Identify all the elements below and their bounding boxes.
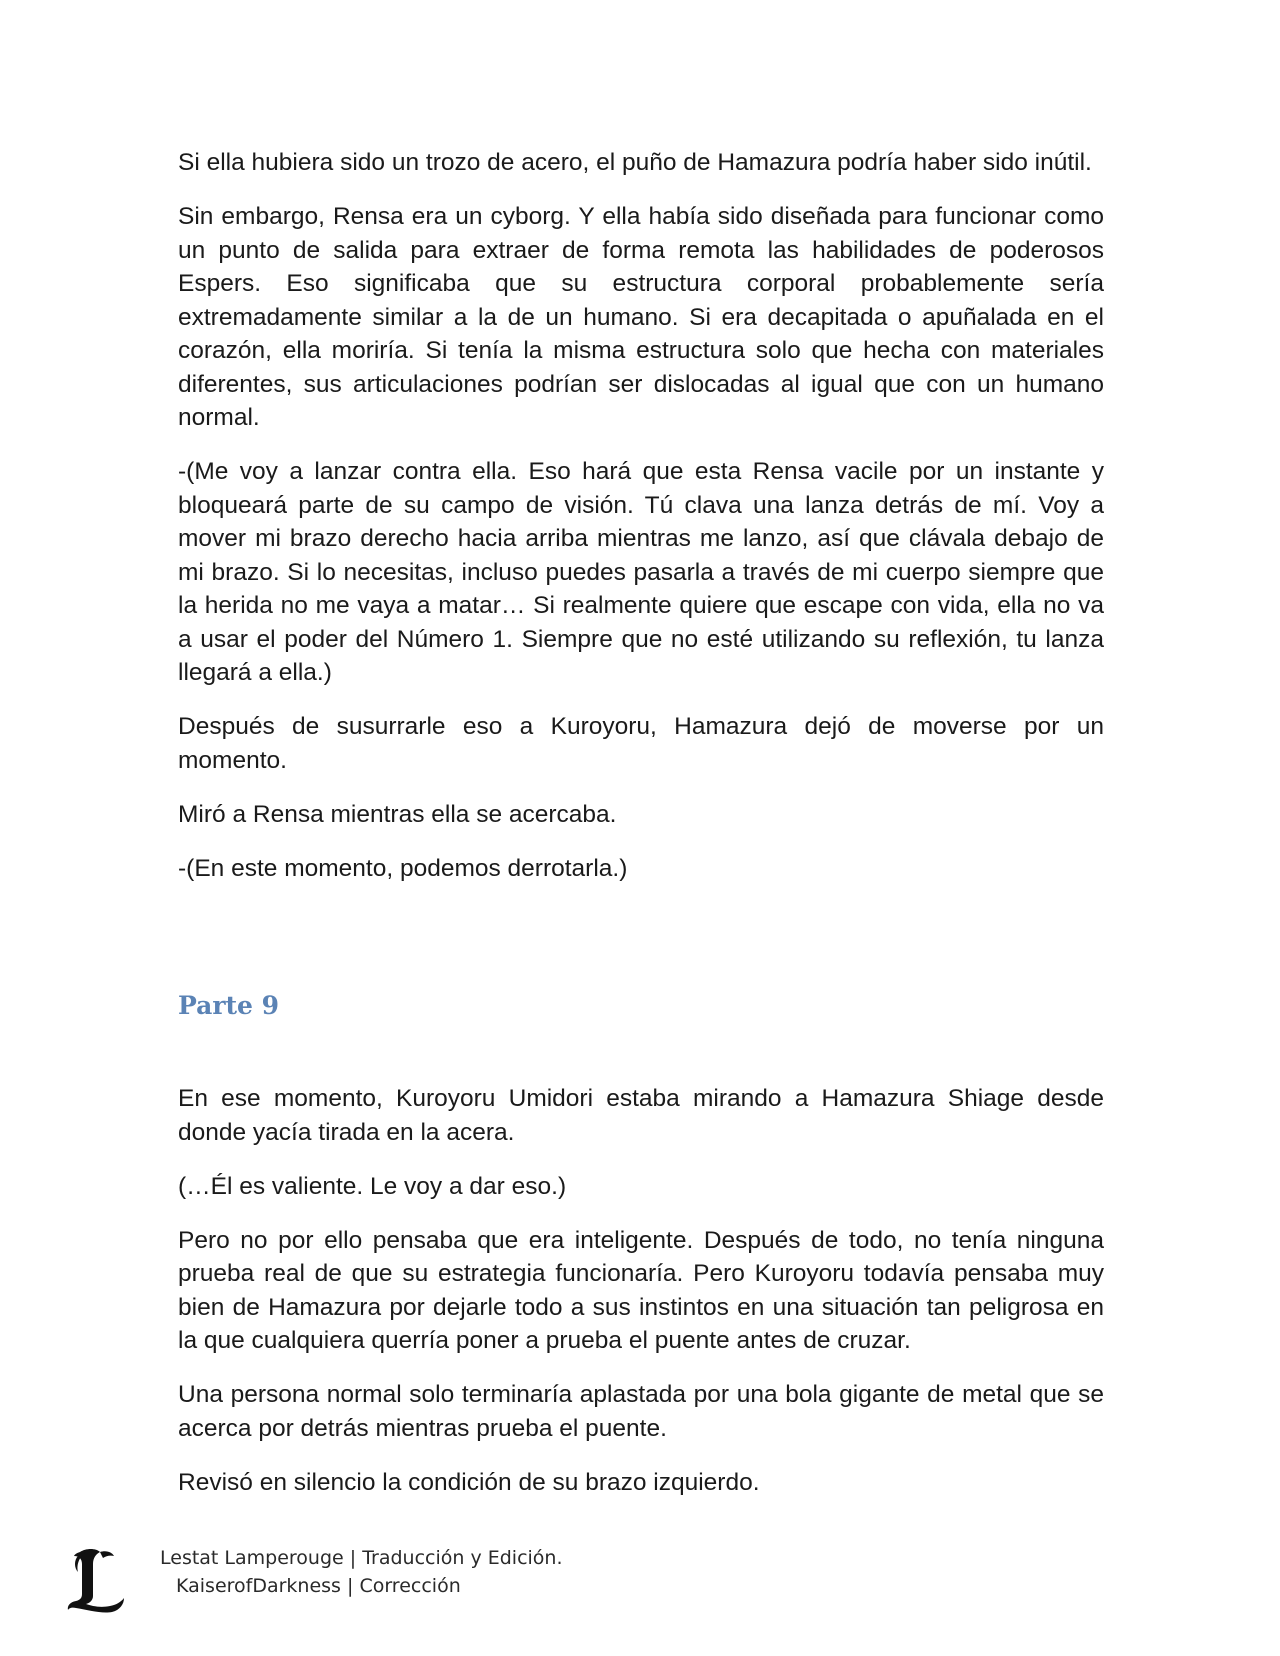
paragraph: (…Él es valiente. Le voy a dar eso.) bbox=[178, 1172, 567, 1200]
body-text-part-2 bbox=[178, 1082, 1104, 1520]
paragraph: Después de susurrarle eso a Kuroyoru, Hamazura dejó de moverse por un momento. bbox=[178, 713, 1104, 774]
paragraph: -(Me voy a lanzar contra ella. Eso hará que esta Rensa vacile por un instante y bloqueará parte de su campo de visión. Tú clava una lanza detrás de mí. Voy a mover mi brazo derecho hacia arriba mientras me lanzo, así que clávala debajo de mi brazo. Si lo necesitas, incluso puedes pasarla a través de mi cuerpo siempre que la herida no me vaya a matar… Si realmente quiere que escape con vida, ella no va a usar el poder del Número 1. Siempre que no esté utilizando su reflexión, tu lanza llegará a ella.) bbox=[178, 458, 1104, 686]
paragraph: Una persona normal solo terminaría aplastada por una bola gigante de metal que se acerca por detrás mientras prueba el puente. bbox=[178, 1381, 1104, 1442]
gothic-L-logo-icon bbox=[66, 1546, 128, 1614]
paragraph: Revisó en silencio la condición de su brazo izquierdo. bbox=[178, 1468, 760, 1496]
paragraph: -(En este momento, podemos derrotarla.) bbox=[178, 854, 628, 882]
paragraph: Miró a Rensa mientras ella se acercaba. bbox=[178, 800, 617, 828]
paragraph: Pero no por ello pensaba que era inteligente. Después de todo, no tenía ninguna prueba real de que su estrategia funcionaría. Pero Kuroyoru todavía pensaba muy bien de Hamazura por dejarle todo a sus instintos en una situación tan peligrosa en la que cualquiera querría poner a prueba el puente antes de cruzar. bbox=[178, 1226, 1104, 1354]
credit-translation: Lestat Lamperouge | Traducción y Edición. bbox=[160, 1547, 563, 1569]
section-heading: Parte 9 bbox=[178, 991, 280, 1020]
body-text-part-1 bbox=[178, 146, 1104, 906]
footer-credits bbox=[160, 1544, 563, 1600]
paragraph: Sin embargo, Rensa era un cyborg. Y ella había sido diseñada para funcionar como un punto de salida para extraer de forma remota las habilidades de poderosos Espers. Eso significaba que su estructura corporal probablemente sería extremadamente similar a la de un humano. Si era decapitada o apuñalada en el corazón, ella moriría. Si tenía la misma estructura solo que hecha con materiales diferentes, sus articulaciones podrían ser dislocadas al igual que con un humano normal. bbox=[178, 203, 1104, 431]
credit-correction: KaiserofDarkness | Corrección bbox=[176, 1575, 461, 1597]
paragraph: Si ella hubiera sido un trozo de acero, el puño de Hamazura podría haber sido inútil. bbox=[178, 149, 1092, 176]
paragraph: En ese momento, Kuroyoru Umidori estaba mirando a Hamazura Shiage desde donde yacía tirada en la acera. bbox=[178, 1085, 1104, 1146]
